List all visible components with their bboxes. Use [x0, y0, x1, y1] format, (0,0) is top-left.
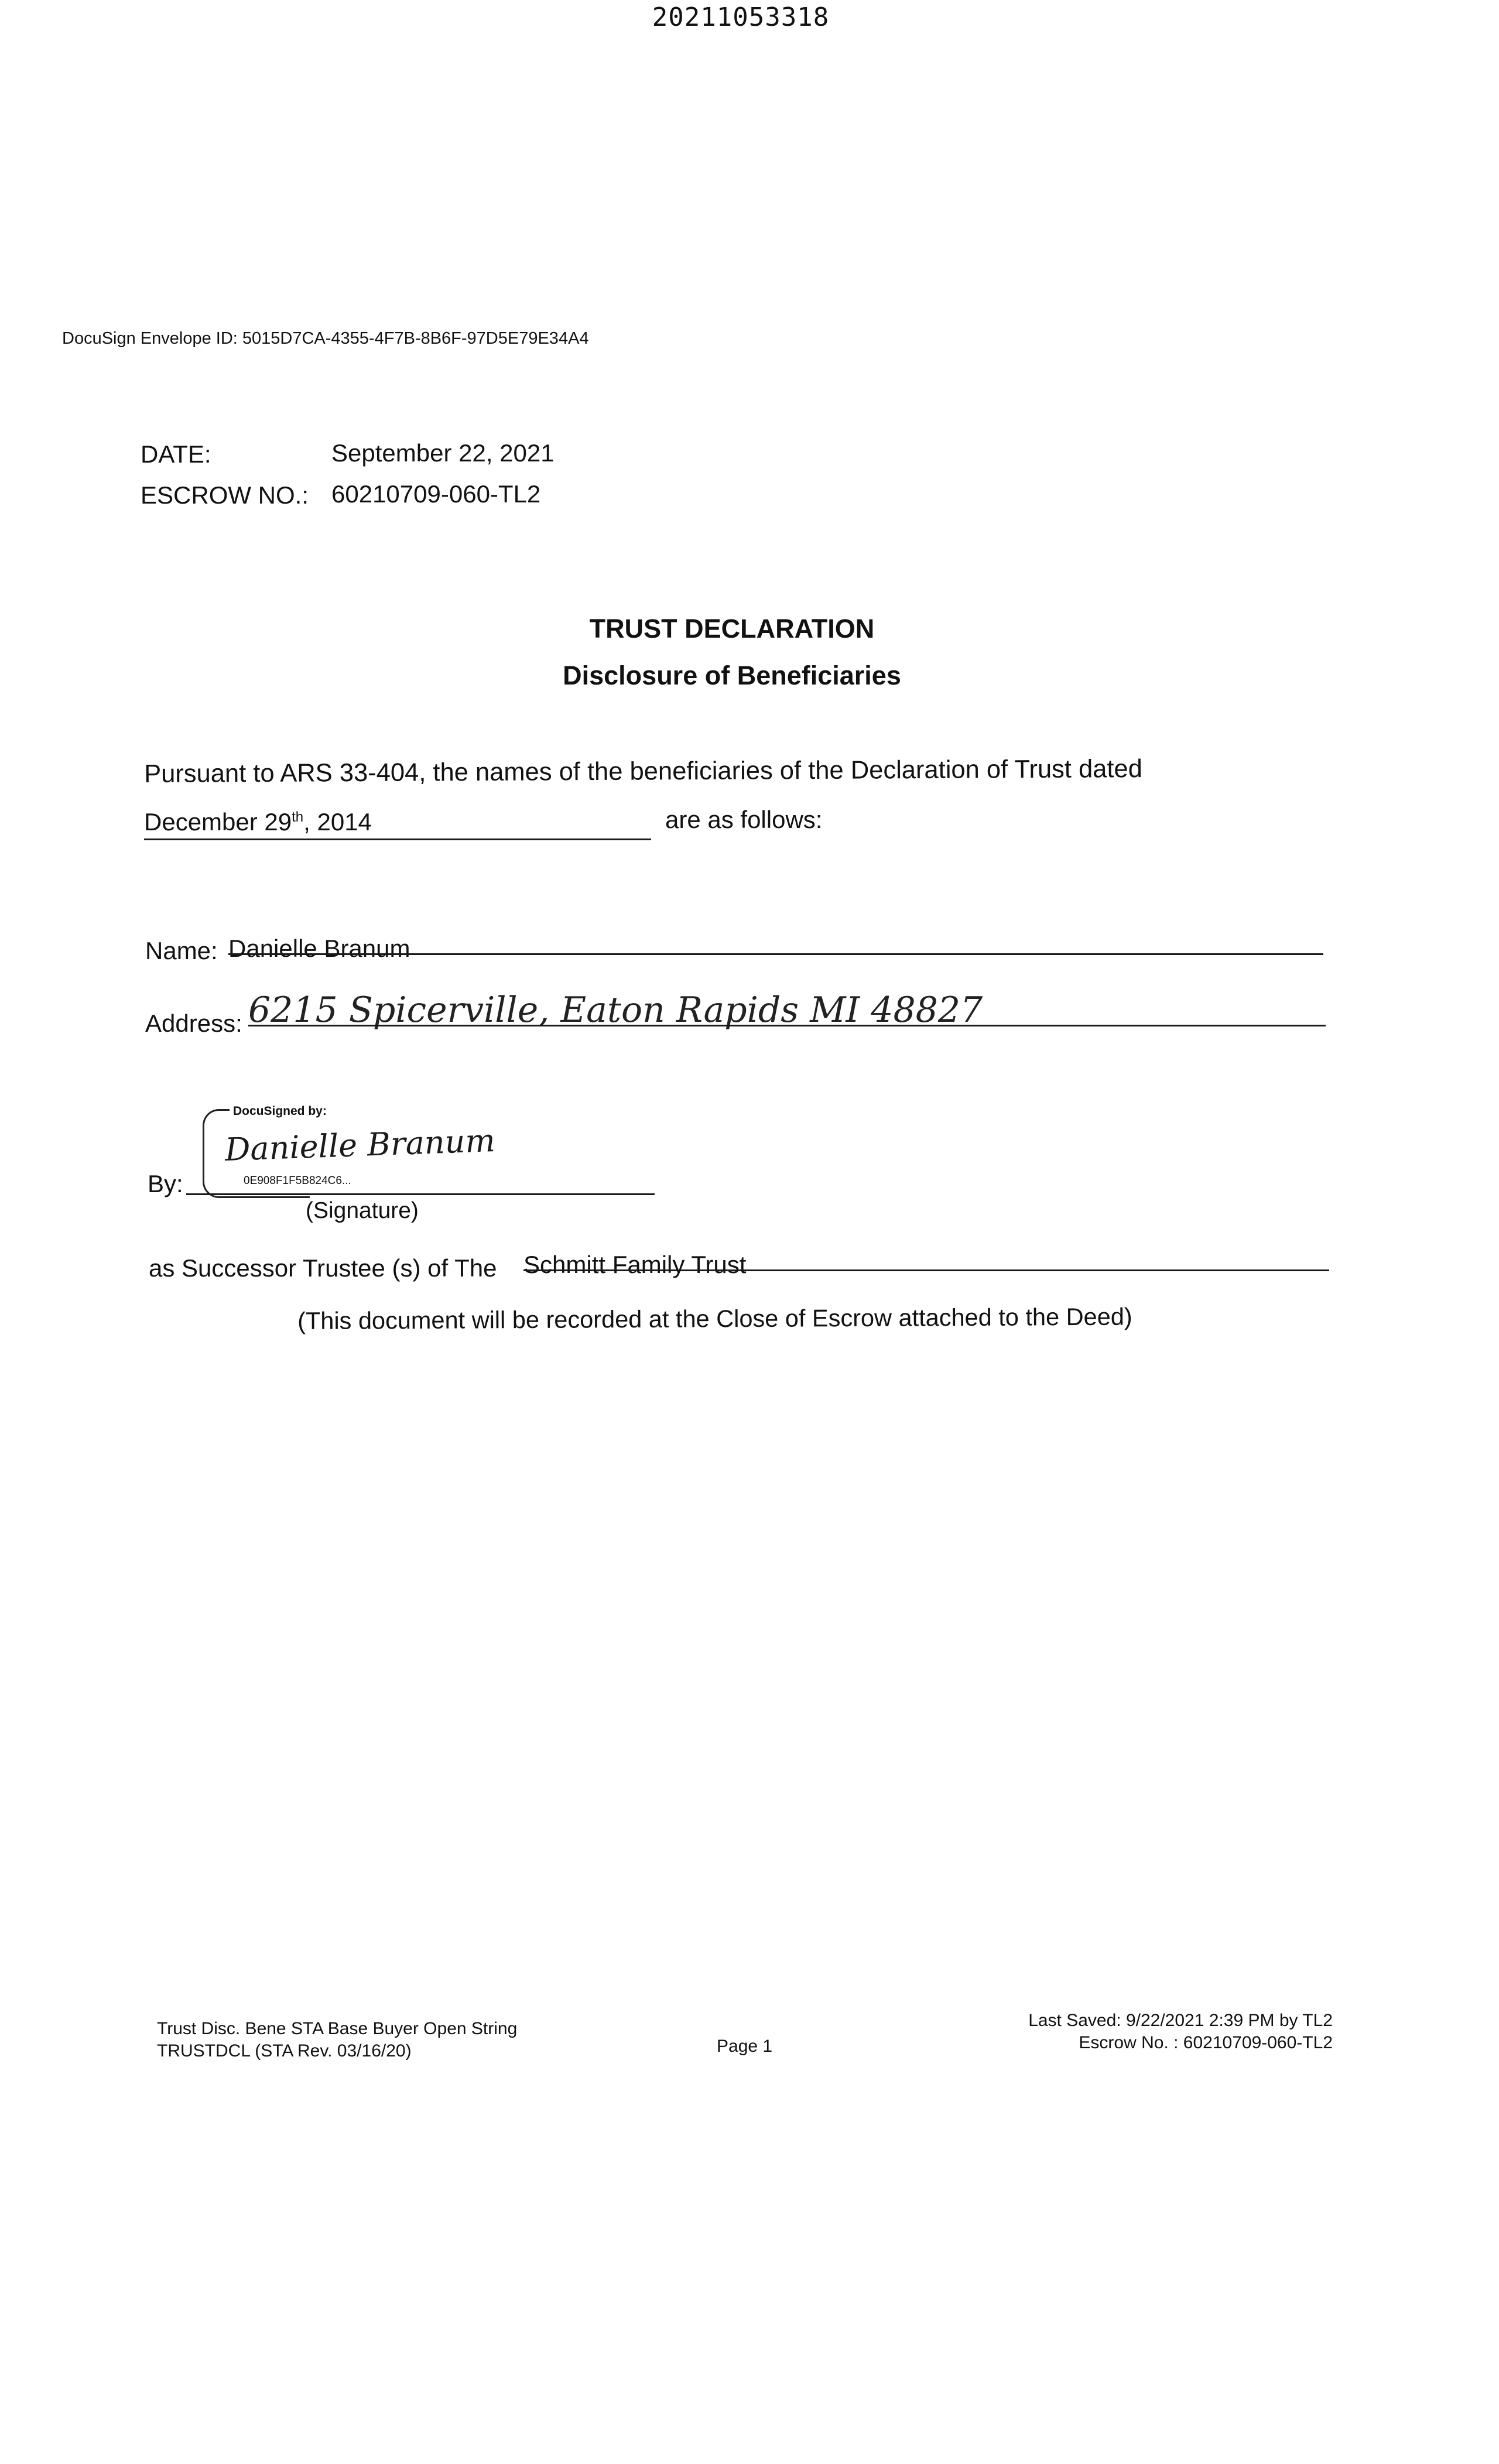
beneficiary-name: Danielle Branum — [228, 935, 410, 962]
address-label: Address: — [145, 1009, 242, 1037]
trust-date-rest: , 2014 — [303, 808, 372, 836]
signature-caption: (Signature) — [306, 1198, 419, 1223]
footer-page-number: Page 1 — [717, 2037, 773, 2056]
trust-date-suffix: th — [292, 809, 304, 825]
beneficiary-address-handwritten: 6215 Spicerville, Eaton Rapids MI 48827 — [248, 990, 983, 1031]
intro-line-2-tail: are as follows: — [665, 806, 823, 833]
recording-note: (This document will be recorded at the Close of Escrow attached to the Deed) — [297, 1302, 1132, 1334]
recording-number: 20211053318 — [652, 2, 830, 32]
signature-hash: 0E908F1F5B824C6... — [241, 1175, 354, 1187]
signature-underline — [186, 1193, 655, 1195]
trust-date — [144, 808, 372, 836]
trust-name: Schmitt Family Trust — [523, 1251, 747, 1278]
document-title: TRUST DECLARATION — [589, 614, 875, 644]
name-underline — [228, 953, 1323, 955]
by-label: By: — [148, 1170, 183, 1197]
trust-name-underline — [523, 1269, 1329, 1271]
name-label: Name: — [145, 937, 218, 964]
intro-line-1: Pursuant to ARS 33-404, the names of the beneficiaries of the Declaration of Trust dated — [144, 755, 1142, 788]
docusigned-by-label: DocuSigned by: — [230, 1104, 330, 1118]
trustee-prefix: as Successor Trustee (s) of The — [149, 1254, 497, 1282]
docusign-envelope-id: DocuSign Envelope ID: 5015D7CA-4355-4F7B-8B6F-97D5E79E34A4 — [62, 329, 589, 348]
document-subtitle: Disclosure of Beneficiaries — [563, 661, 901, 690]
footer-last-saved: Last Saved: 9/22/2021 2:39 PM by TL2 — [1028, 2011, 1333, 2030]
trust-date-main: December 29 — [144, 808, 292, 836]
address-underline — [248, 1025, 1326, 1026]
footer-form-name: Trust Disc. Bene STA Base Buyer Open String — [157, 2019, 518, 2038]
date-value: September 22, 2021 — [331, 439, 555, 467]
footer-form-revision: TRUSTDCL (STA Rev. 03/16/20) — [157, 2041, 412, 2061]
footer-escrow-number: Escrow No. : 60210709-060-TL2 — [1079, 2033, 1333, 2052]
escrow-value: 60210709-060-TL2 — [331, 480, 541, 508]
date-label: DATE: — [141, 440, 211, 468]
signer-signature: Danielle Branum — [224, 1121, 496, 1169]
trust-date-underline — [144, 839, 651, 840]
escrow-label: ESCROW NO.: — [141, 481, 309, 509]
